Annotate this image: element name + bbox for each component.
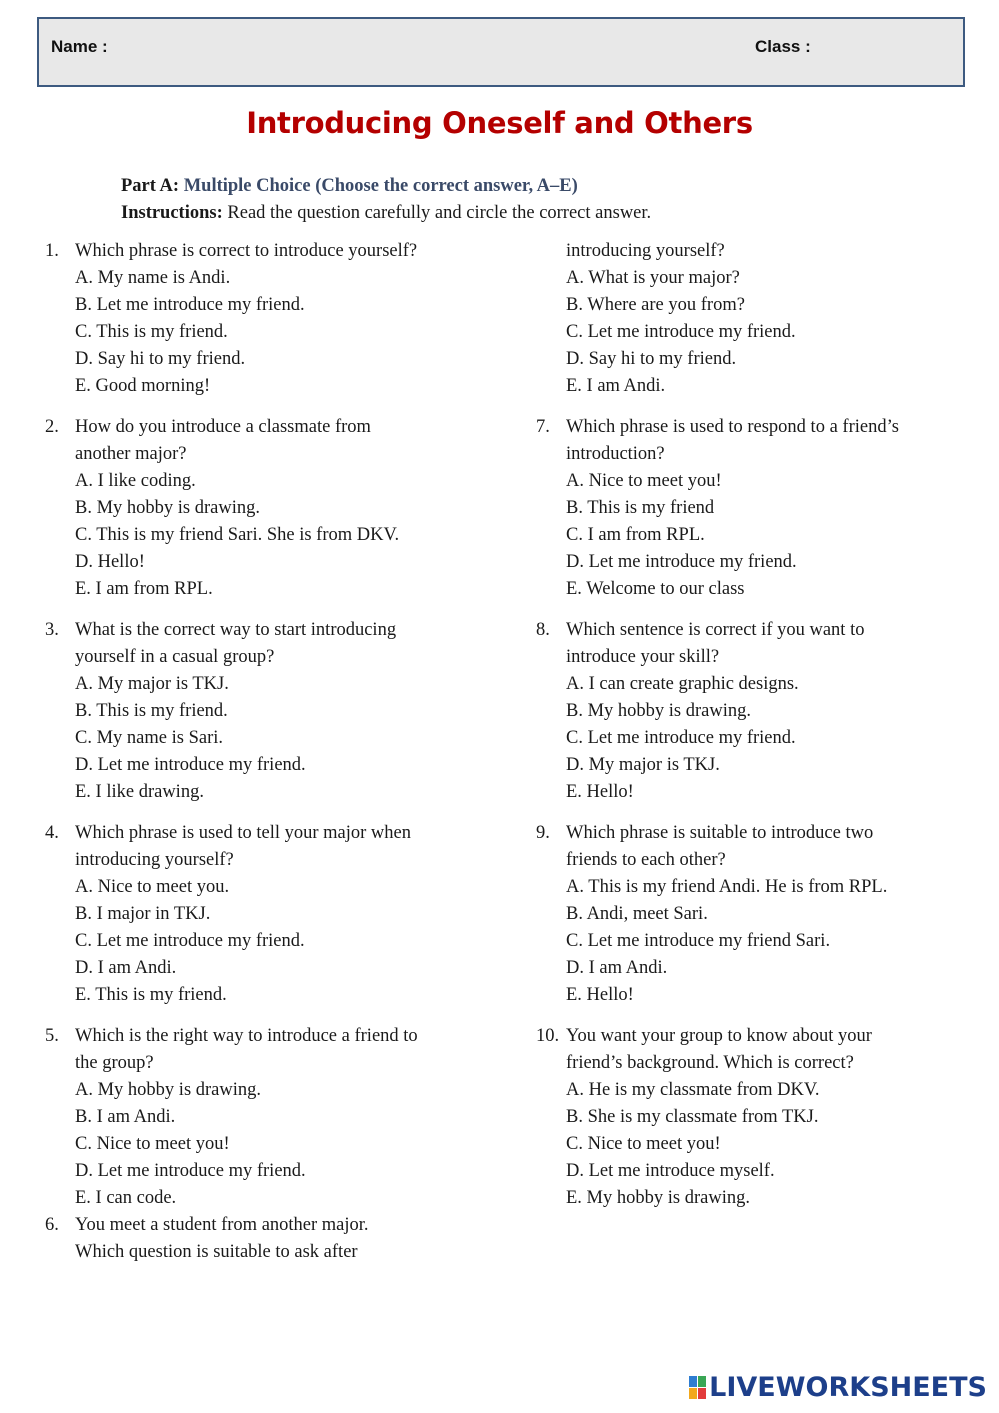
option-a[interactable]: A. My major is TKJ. bbox=[75, 674, 229, 694]
option-c[interactable]: C. I am from RPL. bbox=[566, 525, 705, 545]
question-number: 8. bbox=[536, 620, 550, 640]
name-label: Name : bbox=[51, 37, 108, 56]
option-c[interactable]: C. My name is Sari. bbox=[75, 728, 223, 748]
option-a[interactable]: A. I like coding. bbox=[75, 471, 196, 491]
option-a[interactable]: A. I can create graphic designs. bbox=[566, 674, 799, 694]
question-5 bbox=[45, 1023, 505, 1212]
option-d[interactable]: D. Let me introduce my friend. bbox=[75, 755, 306, 775]
question-1 bbox=[45, 238, 505, 400]
option-b[interactable]: B. I major in TKJ. bbox=[75, 904, 211, 924]
question-text: friend’s background. Which is correct? bbox=[566, 1053, 854, 1073]
class-label: Class : bbox=[755, 37, 811, 56]
question-2 bbox=[45, 414, 505, 603]
option-e[interactable]: E. I am from RPL. bbox=[75, 579, 213, 599]
option-e[interactable]: E. Welcome to our class bbox=[566, 579, 745, 599]
option-e[interactable]: E. Good morning! bbox=[75, 376, 211, 396]
logo-text: LIVEWORKSHEETS bbox=[709, 1372, 987, 1403]
question-8 bbox=[536, 617, 956, 806]
option-b[interactable]: B. This is my friend. bbox=[75, 701, 228, 721]
question-text: Which question is suitable to ask after bbox=[75, 1242, 358, 1262]
option-e[interactable]: E. Hello! bbox=[566, 985, 634, 1005]
option-d[interactable]: D. Let me introduce my friend. bbox=[566, 552, 797, 572]
question-text: Which phrase is used to respond to a friend’s bbox=[566, 417, 899, 437]
question-text: another major? bbox=[75, 444, 187, 464]
question-number: 6. bbox=[45, 1215, 59, 1235]
logo-mark-icon bbox=[689, 1376, 706, 1399]
option-b[interactable]: B. My hobby is drawing. bbox=[566, 701, 751, 721]
question-6-continued bbox=[536, 238, 956, 400]
part-heading: Multiple Choice (Choose the correct answer, A–E) bbox=[183, 176, 578, 196]
option-a[interactable]: A. He is my classmate from DKV. bbox=[566, 1080, 820, 1100]
option-c[interactable]: C. Let me introduce my friend Sari. bbox=[566, 931, 831, 951]
question-text: Which phrase is used to tell your major when bbox=[75, 823, 411, 843]
worksheet-title: Introducing Oneself and Others bbox=[246, 106, 753, 140]
option-c[interactable]: C. Let me introduce my friend. bbox=[566, 728, 796, 748]
student-info-box bbox=[37, 17, 965, 87]
option-c[interactable]: C. Let me introduce my friend. bbox=[75, 931, 305, 951]
question-number: 1. bbox=[45, 241, 59, 261]
question-3 bbox=[45, 617, 505, 806]
option-c[interactable]: C. Let me introduce my friend. bbox=[566, 322, 796, 342]
option-d[interactable]: D. I am Andi. bbox=[566, 958, 668, 978]
option-b[interactable]: B. Where are you from? bbox=[566, 295, 745, 315]
option-d[interactable]: D. Hello! bbox=[75, 552, 145, 572]
question-text: You meet a student from another major. bbox=[75, 1215, 369, 1235]
option-c[interactable]: C. Nice to meet you! bbox=[566, 1134, 721, 1154]
option-e[interactable]: E. My hobby is drawing. bbox=[566, 1188, 750, 1208]
option-d[interactable]: D. Let me introduce myself. bbox=[566, 1161, 775, 1181]
question-text: introducing yourself? bbox=[566, 241, 725, 261]
question-text: yourself in a casual group? bbox=[75, 647, 275, 667]
option-c[interactable]: C. This is my friend Sari. She is from DKV. bbox=[75, 525, 400, 545]
option-e[interactable]: E. This is my friend. bbox=[75, 985, 227, 1005]
option-d[interactable]: D. Say hi to my friend. bbox=[566, 349, 737, 369]
option-d[interactable]: D. Say hi to my friend. bbox=[75, 349, 246, 369]
option-b[interactable]: B. I am Andi. bbox=[75, 1107, 176, 1127]
option-b[interactable]: B. My hobby is drawing. bbox=[75, 498, 260, 518]
question-number: 2. bbox=[45, 417, 59, 437]
question-text: Which sentence is correct if you want to bbox=[566, 620, 865, 640]
question-text: friends to each other? bbox=[566, 850, 726, 870]
option-a[interactable]: A. My name is Andi. bbox=[75, 268, 231, 288]
option-d[interactable]: D. I am Andi. bbox=[75, 958, 177, 978]
option-e[interactable]: E. Hello! bbox=[566, 782, 634, 802]
question-text: introduce your skill? bbox=[566, 647, 720, 667]
question-number: 3. bbox=[45, 620, 59, 640]
option-d[interactable]: D. Let me introduce my friend. bbox=[75, 1161, 306, 1181]
question-text: How do you introduce a classmate from bbox=[75, 417, 371, 437]
option-d[interactable]: D. My major is TKJ. bbox=[566, 755, 720, 775]
option-a[interactable]: A. Nice to meet you! bbox=[566, 471, 722, 491]
question-6 bbox=[45, 1212, 505, 1266]
option-b[interactable]: B. This is my friend bbox=[566, 498, 715, 518]
option-a[interactable]: A. Nice to meet you. bbox=[75, 877, 230, 897]
option-c[interactable]: C. This is my friend. bbox=[75, 322, 228, 342]
question-text: Which phrase is correct to introduce yourself? bbox=[75, 241, 418, 261]
instructions-label: Instructions: bbox=[121, 203, 223, 223]
question-9 bbox=[536, 820, 956, 1009]
option-b[interactable]: B. Let me introduce my friend. bbox=[75, 295, 305, 315]
question-text: What is the correct way to start introducing bbox=[75, 620, 397, 640]
liveworksheets-logo[interactable] bbox=[689, 1372, 987, 1403]
question-number: 10. bbox=[536, 1026, 560, 1046]
question-number: 4. bbox=[45, 823, 59, 843]
option-a[interactable]: A. My hobby is drawing. bbox=[75, 1080, 262, 1100]
question-number: 9. bbox=[536, 823, 550, 843]
question-text: the group? bbox=[75, 1053, 154, 1073]
question-7 bbox=[536, 414, 956, 603]
question-10 bbox=[536, 1023, 956, 1212]
question-text: You want your group to know about your bbox=[566, 1026, 872, 1046]
option-a[interactable]: A. This is my friend Andi. He is from RPL. bbox=[566, 877, 888, 897]
option-e[interactable]: E. I am Andi. bbox=[566, 376, 666, 396]
option-e[interactable]: E. I can code. bbox=[75, 1188, 177, 1208]
option-c[interactable]: C. Nice to meet you! bbox=[75, 1134, 230, 1154]
part-label: Part A: bbox=[121, 176, 180, 196]
option-b[interactable]: B. She is my classmate from TKJ. bbox=[566, 1107, 819, 1127]
right-column bbox=[536, 238, 956, 1226]
question-number: 7. bbox=[536, 417, 550, 437]
option-b[interactable]: B. Andi, meet Sari. bbox=[566, 904, 708, 924]
option-a[interactable]: A. What is your major? bbox=[566, 268, 740, 288]
question-text: introduction? bbox=[566, 444, 665, 464]
question-text: introducing yourself? bbox=[75, 850, 234, 870]
question-4 bbox=[45, 820, 505, 1009]
question-text: Which phrase is suitable to introduce two bbox=[566, 823, 874, 843]
option-e[interactable]: E. I like drawing. bbox=[75, 782, 204, 802]
left-column bbox=[45, 238, 505, 1266]
question-number: 5. bbox=[45, 1026, 59, 1046]
part-a-heading bbox=[121, 173, 651, 227]
instructions-text: Read the question carefully and circle the correct answer. bbox=[227, 203, 652, 223]
question-text: Which is the right way to introduce a friend to bbox=[75, 1026, 418, 1046]
